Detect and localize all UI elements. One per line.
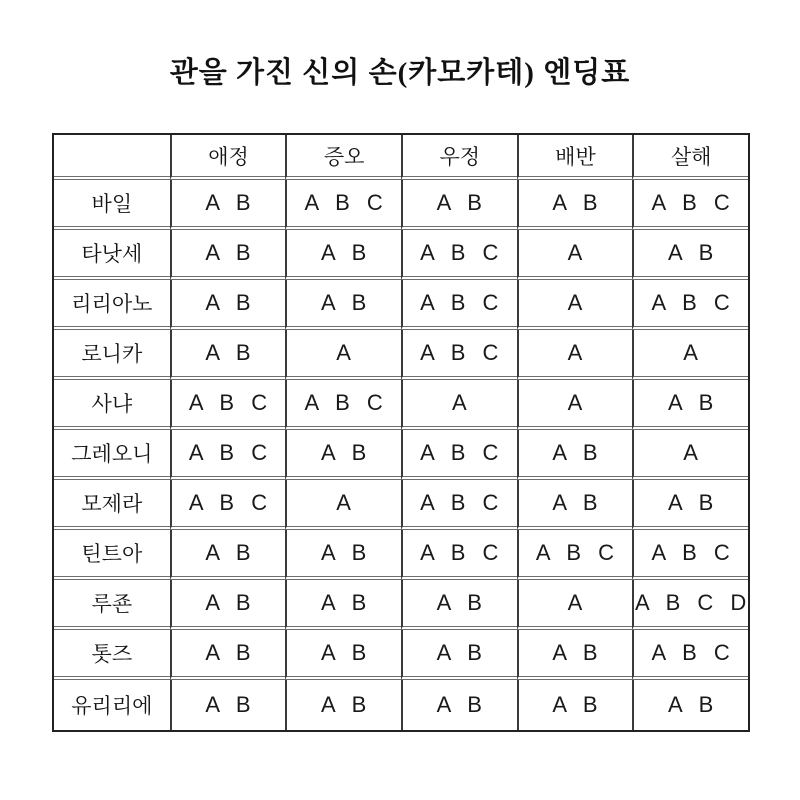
ending-cell: A bbox=[517, 280, 633, 330]
character-name-cell: 타낫세 bbox=[54, 230, 170, 280]
ending-cell: A B C bbox=[632, 180, 748, 230]
corner-cell bbox=[54, 135, 170, 180]
character-name-cell: 로니카 bbox=[54, 330, 170, 380]
character-name-cell: 모제라 bbox=[54, 480, 170, 530]
column-header-hatred: 증오 bbox=[285, 135, 401, 180]
ending-cell: A bbox=[285, 330, 401, 380]
ending-cell: A B C bbox=[401, 430, 517, 480]
ending-cell: A B bbox=[285, 230, 401, 280]
table-row bbox=[54, 380, 748, 430]
table-row bbox=[54, 430, 748, 480]
column-header-affection: 애정 bbox=[170, 135, 286, 180]
column-header-betrayal: 배반 bbox=[517, 135, 633, 180]
character-name-cell: 틴트아 bbox=[54, 530, 170, 580]
ending-cell: A B bbox=[401, 180, 517, 230]
header-row bbox=[54, 135, 748, 180]
column-header-friendship: 우정 bbox=[401, 135, 517, 180]
ending-cell: A B C D bbox=[632, 580, 748, 630]
ending-cell: A B C bbox=[632, 630, 748, 680]
ending-cell: A B bbox=[170, 330, 286, 380]
ending-cell: A bbox=[285, 480, 401, 530]
ending-cell: A bbox=[401, 380, 517, 430]
ending-cell: A B C bbox=[170, 380, 286, 430]
ending-cell: A B bbox=[632, 680, 748, 730]
character-name-cell: 바일 bbox=[54, 180, 170, 230]
ending-cell: A B C bbox=[401, 530, 517, 580]
character-name-cell: 톳즈 bbox=[54, 630, 170, 680]
ending-cell: A B C bbox=[632, 280, 748, 330]
ending-cell: A B C bbox=[285, 180, 401, 230]
ending-cell: A B bbox=[170, 680, 286, 730]
character-name-cell: 그레오니 bbox=[54, 430, 170, 480]
ending-cell: A B bbox=[170, 580, 286, 630]
column-header-murder: 살해 bbox=[632, 135, 748, 180]
ending-cell: A bbox=[517, 580, 633, 630]
table-row bbox=[54, 180, 748, 230]
table-row bbox=[54, 330, 748, 380]
ending-cell: A B bbox=[632, 480, 748, 530]
ending-cell: A B bbox=[401, 680, 517, 730]
ending-cell: A B bbox=[170, 530, 286, 580]
ending-cell: A B bbox=[170, 180, 286, 230]
ending-cell: A B bbox=[170, 630, 286, 680]
ending-cell: A B C bbox=[401, 280, 517, 330]
ending-cell: A bbox=[517, 380, 633, 430]
ending-cell: A B C bbox=[170, 430, 286, 480]
ending-cell: A B bbox=[285, 280, 401, 330]
character-name-cell: 리리아노 bbox=[54, 280, 170, 330]
ending-cell: A bbox=[517, 230, 633, 280]
table-row bbox=[54, 580, 748, 630]
ending-cell: A B bbox=[285, 530, 401, 580]
ending-cell: A B C bbox=[401, 480, 517, 530]
ending-cell: A B bbox=[401, 630, 517, 680]
ending-cell: A bbox=[517, 330, 633, 380]
ending-cell: A B C bbox=[401, 230, 517, 280]
ending-cell: A B bbox=[285, 430, 401, 480]
character-name-cell: 유리리에 bbox=[71, 695, 153, 718]
table-row bbox=[54, 480, 748, 530]
ending-cell: A B bbox=[517, 480, 633, 530]
ending-cell: A B C bbox=[401, 330, 517, 380]
ending-cell: A B bbox=[170, 280, 286, 330]
ending-cell: A B bbox=[632, 230, 748, 280]
ending-cell: A B bbox=[285, 680, 401, 730]
ending-cell: A B bbox=[285, 580, 401, 630]
table-row bbox=[54, 530, 748, 580]
ending-cell: A B C bbox=[632, 530, 748, 580]
table-row bbox=[54, 230, 748, 280]
table-row bbox=[54, 680, 748, 730]
character-name-cell: 사냐 bbox=[54, 380, 170, 430]
ending-cell: A B bbox=[170, 230, 286, 280]
ending-cell: A B C bbox=[285, 380, 401, 430]
ending-cell: A B bbox=[517, 630, 633, 680]
ending-cell: A B C bbox=[170, 480, 286, 530]
ending-cell: A B bbox=[517, 180, 633, 230]
table-row bbox=[54, 280, 748, 330]
ending-cell: A B bbox=[285, 630, 401, 680]
ending-cell: A bbox=[632, 330, 748, 380]
character-name-cell: 루죤 bbox=[54, 580, 170, 630]
table-row bbox=[54, 630, 748, 680]
ending-cell: A B bbox=[401, 580, 517, 630]
ending-table bbox=[52, 133, 750, 732]
ending-cell: A B bbox=[632, 380, 748, 430]
ending-cell: A bbox=[632, 430, 748, 480]
page-title: 관을 가진 신의 손(카모카테) 엔딩표 bbox=[169, 57, 631, 89]
ending-cell: A B bbox=[517, 680, 633, 730]
ending-cell: A B C bbox=[517, 530, 633, 580]
ending-cell: A B bbox=[517, 430, 633, 480]
